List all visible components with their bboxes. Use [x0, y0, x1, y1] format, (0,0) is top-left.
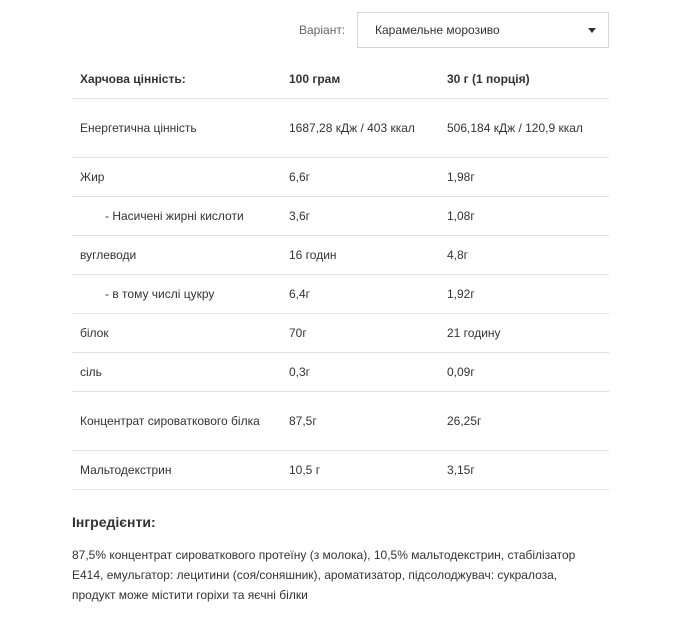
nutrient-per-serving: 1,98г	[447, 157, 609, 196]
table-row	[72, 313, 609, 352]
nutrient-name: Енергетична цінність	[72, 98, 289, 157]
header-per-100g: 100 грам	[289, 61, 447, 98]
table-row	[72, 196, 609, 235]
table-row	[72, 352, 609, 391]
table-row	[72, 157, 609, 196]
nutrient-per-serving: 506,184 кДж / 120,9 ккал	[447, 98, 609, 157]
variant-label: Варіант:	[299, 23, 346, 37]
variant-select[interactable]	[357, 12, 609, 48]
table-row	[72, 450, 609, 489]
nutrient-per-serving: 1,08г	[447, 196, 609, 235]
variant-selected-value: Карамельне морозиво	[375, 23, 500, 37]
table-row	[72, 391, 609, 450]
nutrient-per-100g: 0,3г	[289, 352, 447, 391]
nutrient-per-serving: 26,25г	[447, 391, 609, 450]
nutrient-per-100g: 70г	[289, 313, 447, 352]
nutrient-per-100g: 16 годин	[289, 235, 447, 274]
header-per-serving: 30 г (1 порція)	[447, 61, 609, 98]
nutrient-per-serving: 1,92г	[447, 274, 609, 313]
nutrient-name: - в тому числі цукру	[72, 274, 289, 313]
nutrient-per-serving: 0,09г	[447, 352, 609, 391]
nutrient-per-100g: 10,5 г	[289, 450, 447, 489]
nutrient-per-serving: 4,8г	[447, 235, 609, 274]
nutrient-per-100g: 6,6г	[289, 157, 447, 196]
nutrient-per-100g: 1687,28 кДж / 403 ккал	[289, 98, 447, 157]
nutrition-header-row	[72, 61, 609, 98]
nutrient-name: Мальтодекстрин	[72, 450, 289, 489]
nutrient-per-100g: 87,5г	[289, 391, 447, 450]
chevron-down-icon	[588, 28, 596, 33]
ingredients-text: 87,5% концентрат сироваткового протеїну (з молока), 10,5% мальтодекстрин, стабілізатор Е414, емульгатор: лецитини (соя/соняшник), ароматизатор, підсолоджувач: сукралоза, продукт може містити горіхи та яєчні білки	[72, 548, 576, 602]
nutrient-name: Концентрат сироваткового білка	[72, 391, 289, 450]
nutrient-name: вуглеводи	[72, 235, 289, 274]
variant-selector-row	[299, 12, 500, 48]
table-row	[72, 235, 609, 274]
nutrient-name: білок	[72, 313, 289, 352]
nutrient-per-100g: 3,6г	[289, 196, 447, 235]
nutrient-per-serving: 21 годину	[447, 313, 609, 352]
table-row	[72, 274, 609, 313]
header-nutrition-value: Харчова цінність:	[72, 61, 289, 98]
nutrient-name: Жир	[72, 157, 289, 196]
nutrient-name: - Насичені жирні кислоти	[72, 196, 289, 235]
nutrient-per-100g: 6,4г	[289, 274, 447, 313]
table-row	[72, 98, 609, 157]
nutrition-table	[72, 61, 609, 490]
nutrient-per-serving: 3,15г	[447, 450, 609, 489]
ingredients-heading: Інгредієнти:	[72, 514, 156, 530]
nutrient-name: сіль	[72, 352, 289, 391]
